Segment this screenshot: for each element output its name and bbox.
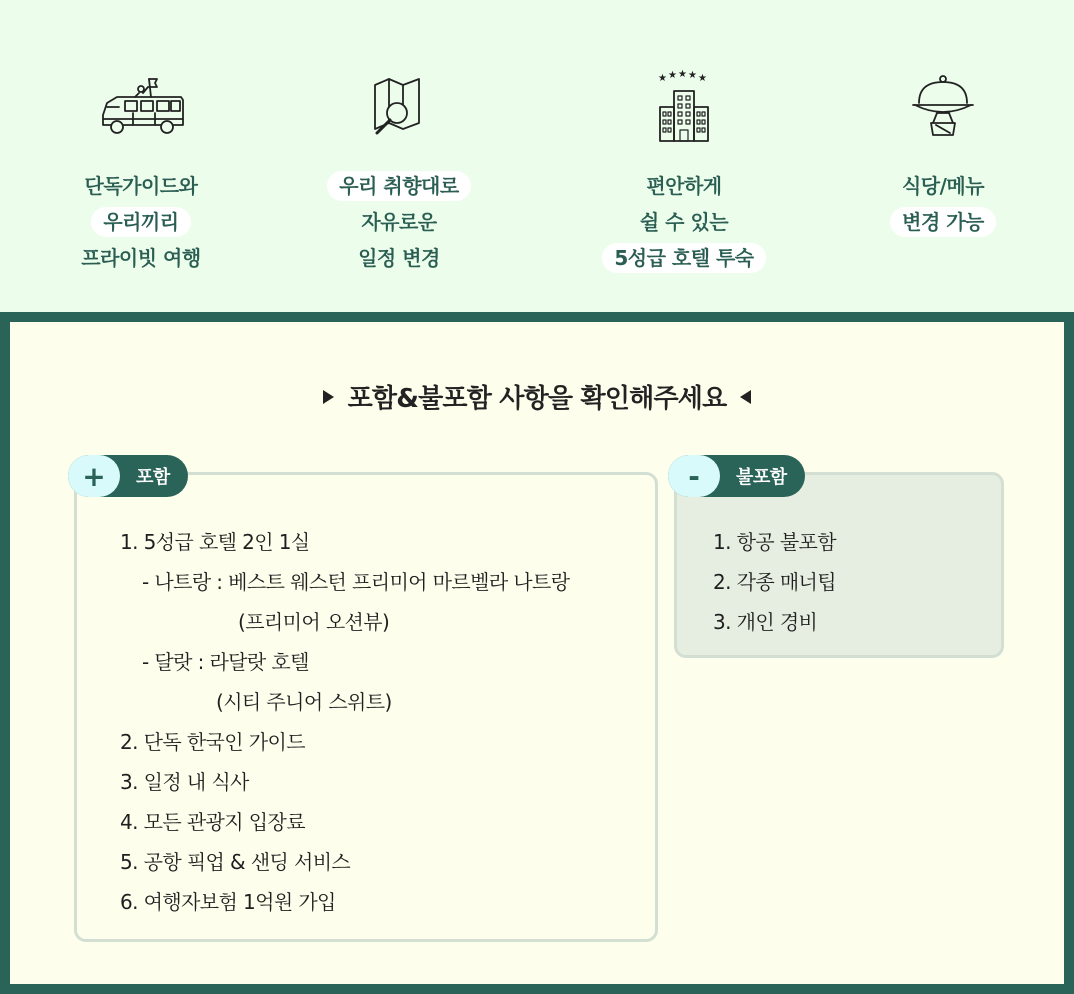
svg-text:★: ★ bbox=[688, 70, 697, 81]
list-item: 6. 여행자보험 1억원 가입 bbox=[120, 890, 336, 914]
feature-line-highlighted: 우리 취향대로 bbox=[327, 171, 470, 201]
list-item: 2. 단독 한국인 가이드 bbox=[120, 730, 305, 754]
feature-line: 일정 변경 bbox=[358, 246, 440, 270]
excluded-tag bbox=[668, 455, 805, 497]
feature-free-schedule bbox=[284, 62, 514, 273]
list-item: 3. 개인 경비 bbox=[713, 610, 818, 634]
feature-private-guide bbox=[26, 62, 256, 273]
feature-line: 쉴 수 있는 bbox=[639, 210, 729, 234]
inclusion-panel bbox=[0, 312, 1074, 994]
panel-title-text: 포함&불포함 사항을 확인해주세요 bbox=[347, 384, 727, 414]
list-item: 3. 일정 내 식사 bbox=[120, 770, 249, 794]
minus-icon: - bbox=[668, 455, 720, 497]
list-item: 1. 5성급 호텔 2인 1실 bbox=[120, 530, 310, 554]
feature-text bbox=[602, 171, 765, 273]
plus-icon: + bbox=[68, 455, 120, 497]
feature-restaurant bbox=[828, 62, 1058, 237]
feature-line-highlighted: 우리끼리 bbox=[91, 207, 190, 237]
feature-line-highlighted: 5성급 호텔 투숙 bbox=[602, 243, 765, 273]
list-item: 1. 항공 불포함 bbox=[713, 530, 836, 554]
feature-line: 자유로운 bbox=[361, 210, 437, 234]
included-list bbox=[120, 522, 569, 922]
included-label: 포함 bbox=[136, 467, 170, 488]
excluded-label: 불포함 bbox=[736, 467, 787, 488]
triangle-left-icon bbox=[740, 390, 751, 404]
svg-text:★: ★ bbox=[698, 73, 707, 84]
svg-text:★: ★ bbox=[678, 69, 687, 80]
feature-line: 편안하게 bbox=[646, 174, 722, 198]
five-star-hotel-icon bbox=[634, 62, 734, 152]
feature-strip bbox=[0, 0, 1074, 312]
tour-bus-icon bbox=[91, 62, 191, 152]
list-item: 4. 모든 관광지 입장료 bbox=[120, 810, 305, 834]
feature-text bbox=[327, 171, 470, 273]
food-cloche-icon bbox=[893, 62, 993, 152]
feature-line: 프라이빗 여행 bbox=[81, 246, 201, 270]
list-subitem-detail: (시티 주니어 스위트) bbox=[216, 690, 392, 714]
feature-line-highlighted: 변경 가능 bbox=[890, 207, 996, 237]
list-item: 2. 각종 매너팁 bbox=[713, 570, 836, 594]
list-item: 5. 공항 픽업 & 샌딩 서비스 bbox=[120, 850, 351, 874]
list-subitem: - 나트랑 : 베스트 웨스턴 프리미어 마르벨라 나트랑 bbox=[142, 570, 570, 594]
feature-line: 단독가이드와 bbox=[84, 174, 198, 198]
svg-text:★: ★ bbox=[658, 73, 667, 84]
feature-text bbox=[69, 171, 212, 273]
feature-text bbox=[890, 171, 996, 237]
svg-text:★: ★ bbox=[668, 70, 677, 81]
included-tag bbox=[68, 455, 188, 497]
list-subitem-detail: (프리미어 오션뷰) bbox=[238, 610, 390, 634]
panel-title bbox=[10, 378, 1064, 415]
feature-hotel bbox=[569, 62, 799, 273]
list-subitem: - 달랏 : 라달랏 호텔 bbox=[142, 650, 309, 674]
map-search-icon bbox=[349, 62, 449, 152]
feature-line: 식당/메뉴 bbox=[901, 174, 985, 198]
triangle-right-icon bbox=[323, 390, 334, 404]
excluded-list bbox=[713, 522, 836, 642]
